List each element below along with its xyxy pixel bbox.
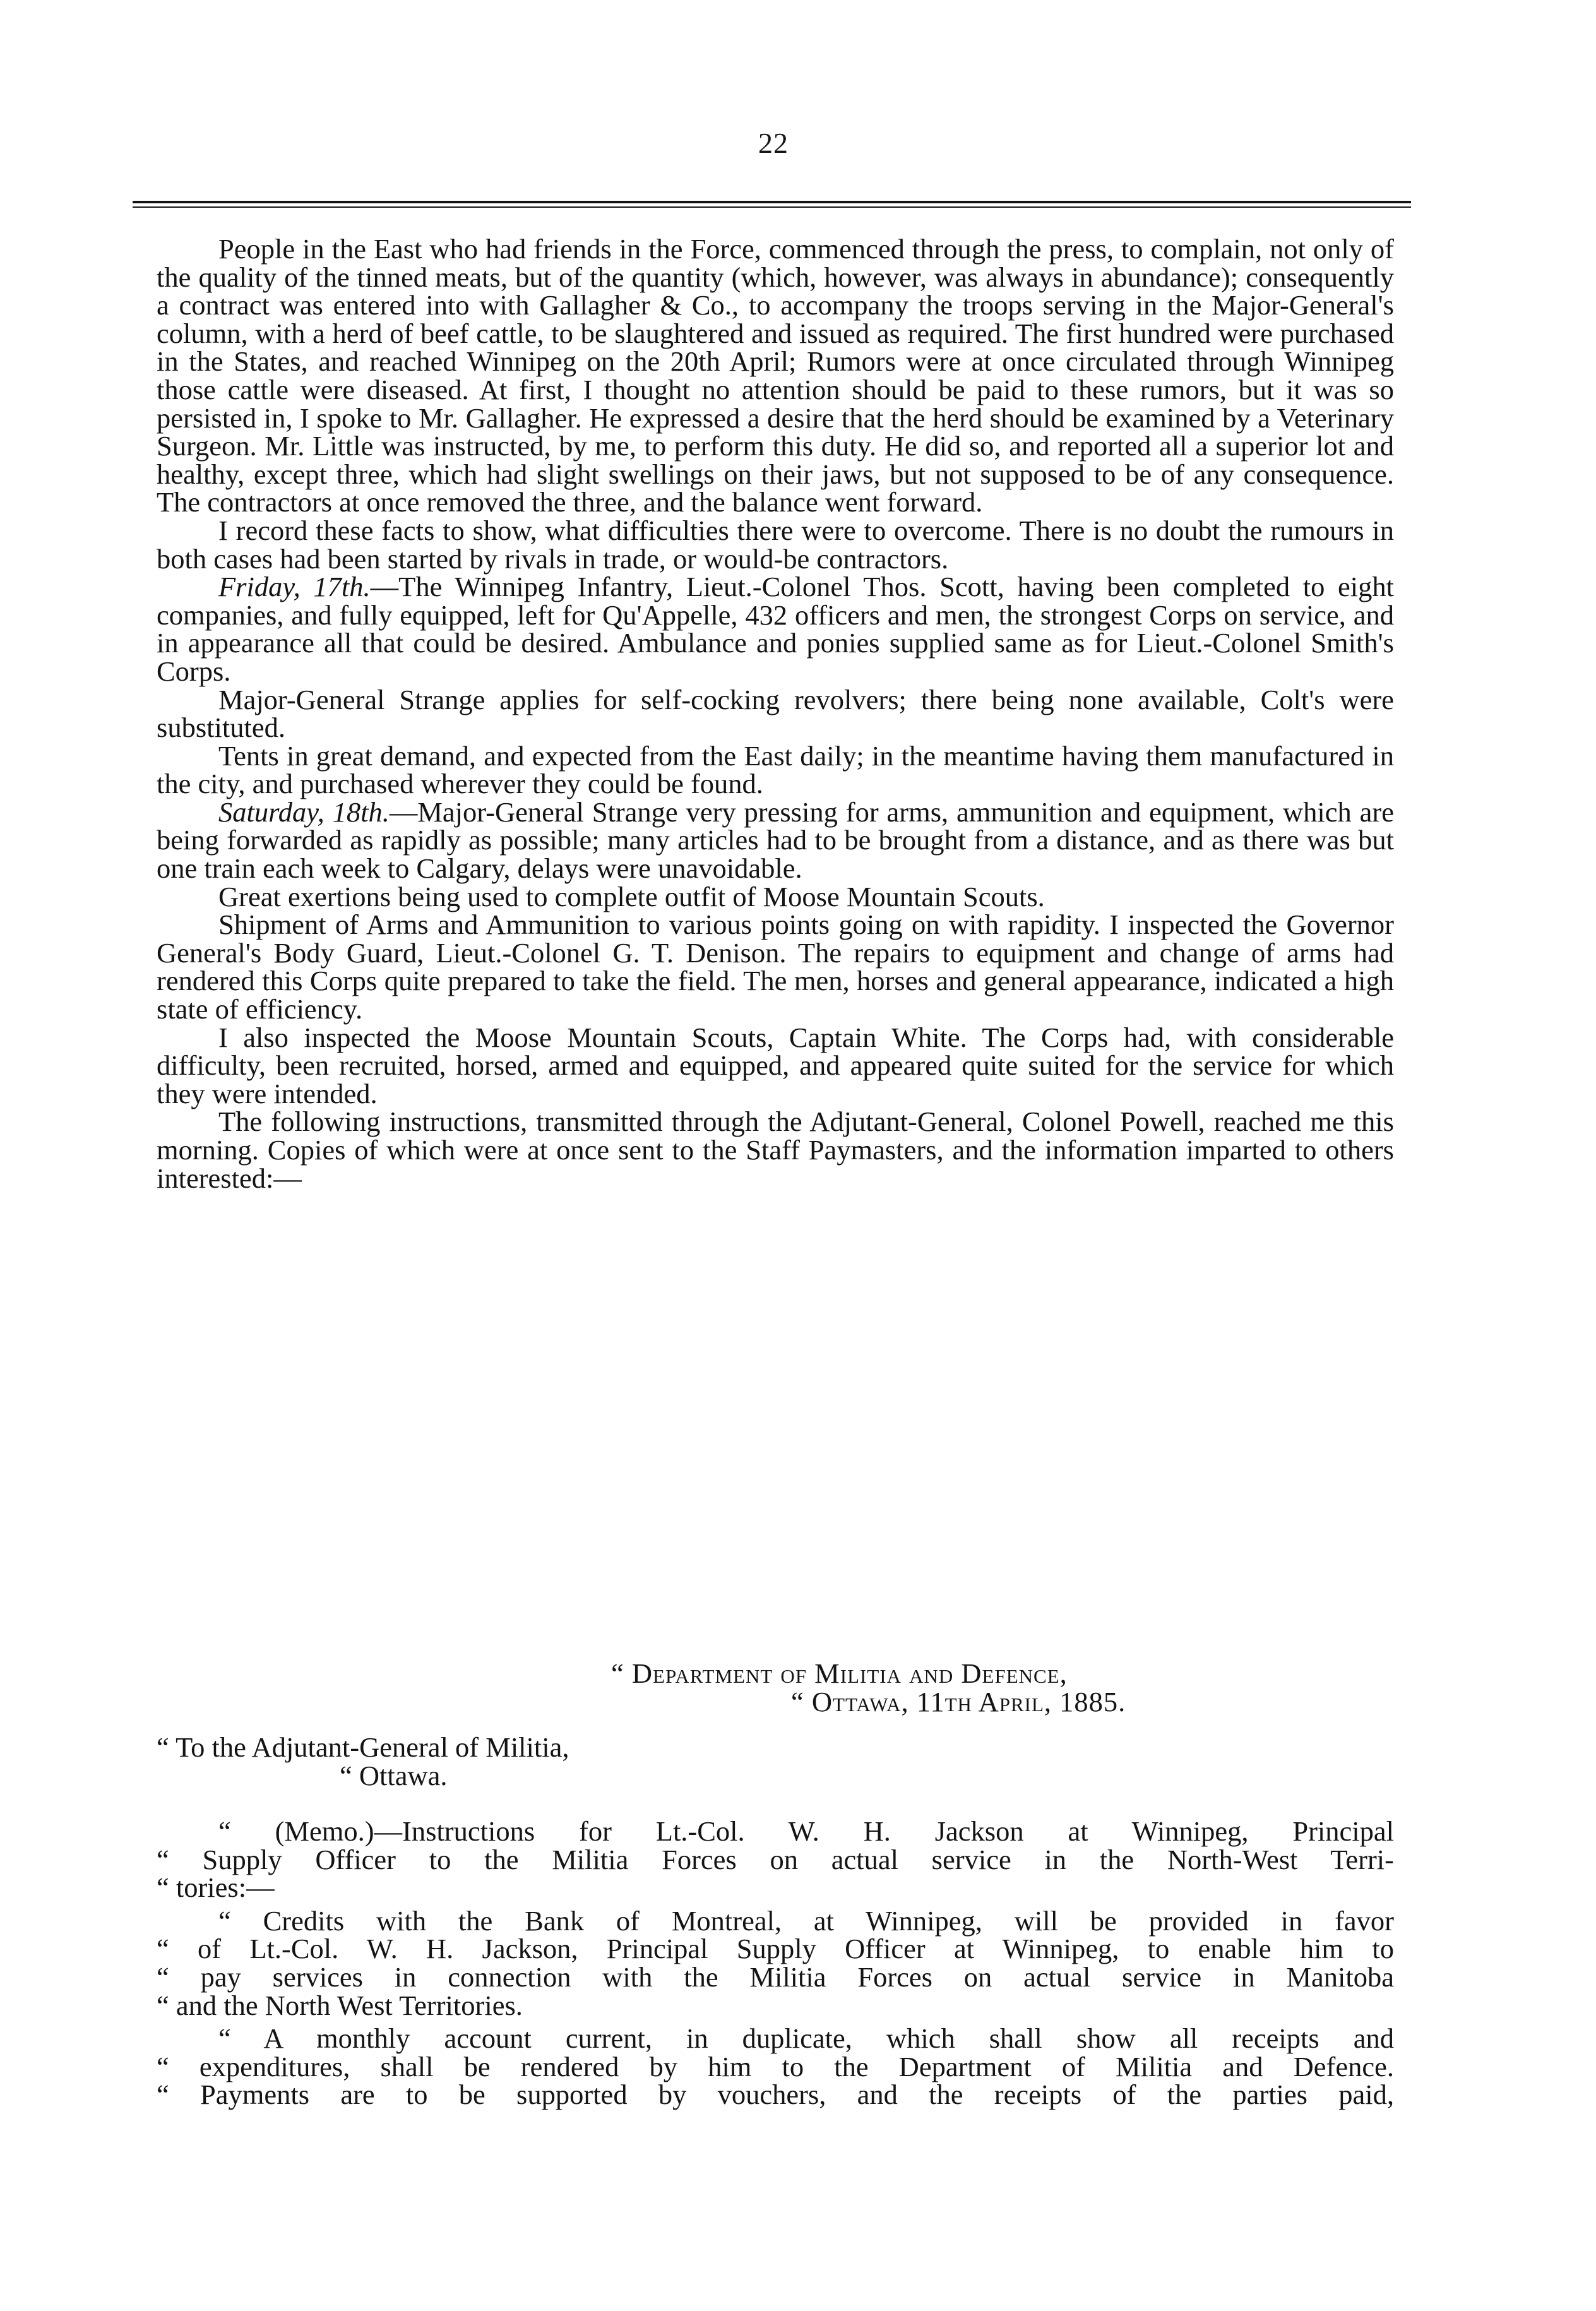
header-rule-thin	[133, 206, 1411, 208]
letter-department	[157, 1659, 1394, 1688]
memo-line: “ Supply Officer to the Militia Forces on actual service in the North-West Terri-	[157, 1843, 1394, 1875]
memo-line: “ of Lt.-Col. W. H. Jackson, Principal Supply Officer at Winnipeg, to enable him to	[157, 1933, 1394, 1965]
page-number: 22	[758, 127, 789, 159]
entry-saturday-date: Saturday, 18th.	[218, 796, 390, 828]
report-body	[157, 235, 1394, 1192]
letter-to-line2: “ Ottawa.	[340, 1759, 448, 1791]
memo-line: “ and the North West Territories.	[157, 1989, 523, 2021]
letter-to-line1: “ To the Adjutant-General of Militia,	[157, 1731, 569, 1763]
letter-address	[157, 1733, 1394, 1789]
memo-line: “ Payments are to be supported by vouchers, and the receipts of the parties paid,	[157, 2079, 1394, 2111]
entry-saturday	[157, 798, 1394, 883]
paragraph-moose-inspection: I also inspected the Moose Mountain Scouts, Captain White. The Corps had, with considerable difficulty, been recruited, horsed, armed and equipped, and appeared quite suited for the service for which they were intended.	[157, 1021, 1394, 1109]
memo-credits	[157, 1904, 1394, 2021]
entry-saturday-text: —Major-General Strange very pressing for arms, ammunition and equipment, which are being forwarded as rapidly as possible; many articles had to be brought from a distance, and as there was but one train each week to Calgary, delays were unavoidable.	[157, 796, 1394, 885]
memo-header	[157, 1817, 1394, 1902]
paragraph-moose-outfit: Great exertions being used to complete outfit of Moose Mountain Scouts.	[218, 880, 1045, 912]
memo-line: “ (Memo.)—Instructions for Lt.-Col. W. H. Jackson at Winnipeg, Principal	[218, 1815, 1394, 1847]
paragraph-tents: Tents in great demand, and expected from the East daily; in the meantime having them manufactured in the city, and purchased wherever they could be found.	[157, 739, 1394, 800]
paragraph-shipment-bodyguard: Shipment of Arms and Ammunition to various points going on with rapidity. I inspected the Governor General's Body Guard, Lieut.-Colonel G. T. Denison. The repairs to equipment and change of arms had rendered this Corps quite prepared to take the field. The men, horses and general appearance, indicated a high state of efficiency.	[157, 909, 1394, 1025]
entry-friday-date: Friday, 17th.	[218, 571, 371, 603]
memo-block	[157, 1817, 1394, 2114]
header-rule-thick	[133, 201, 1411, 203]
letter-department-text: “ Department of Militia and Defence,	[611, 1657, 1068, 1689]
paragraph-instructions-intro: The following instructions, transmitted through the Adjutant-General, Colonel Powell, reached me this morning. Copies of which were at once sent to the Staff Paymasters, and the information imparted to others interested:—	[157, 1106, 1394, 1194]
entry-friday-text: —The Winnipeg Infantry, Lieut.-Colonel Thos. Scott, having been completed to eight companies, and fully equipped, left for Qu'Appelle, 432 officers and men, the strongest Corps on service, and in appearance all that could be desired. Ambulance and ponies supplied same as for Lieut.-Colonel Smith's Corps.	[157, 571, 1394, 687]
paragraph-difficulties: I record these facts to show, what difficulties there were to overcome. There is no doubt the rumours in both cases had been started by rivals in trade, or would-be contractors.	[157, 514, 1394, 575]
paragraph-revolvers: Major-General Strange applies for self-cocking revolvers; there being none available, Colt's were substituted.	[157, 683, 1394, 744]
letter-place-date	[157, 1688, 1394, 1716]
memo-account	[157, 2024, 1394, 2109]
entry-friday	[157, 573, 1394, 685]
paragraph-rumours-cattle: People in the East who had friends in the Force, commenced through the press, to complain, not only of the quality of the tinned meats, but of the quantity (which, however, was always in abundance); consequently a contract was entered into with Gallagher & Co., to accompany the troops serving in the Major-General's column, with a herd of beef cattle, to be slaughtered and issued as required. The first hundred were purchased in the States, and reached Winnipeg on the 20th April; Rumors were at once circulated through Winnipeg those cattle were diseased. At first, I thought no attention should be paid to these rumors, but it was so persisted in, I spoke to Mr. Gallagher. He expressed a desire that the herd should be examined by a Veterinary Surgeon. Mr. Little was instructed, by me, to perform this duty. He did so, and reported all a superior lot and healthy, except three, which had slight swellings on their jaws, but not supposed to be of any consequence. The contractors at once removed the three, and the balance went forward.	[157, 233, 1394, 518]
memo-line: “ A monthly account current, in duplicate, which shall show all receipts and	[218, 2022, 1394, 2055]
letter-place-date-text: “ Ottawa, 11th April, 1885.	[791, 1686, 1126, 1717]
memo-line: “ Credits with the Bank of Montreal, at Winnipeg, will be provided in favor	[218, 1904, 1394, 1937]
memo-line: “ tories:—	[157, 1872, 275, 1904]
memo-line: “ expenditures, shall be rendered by him to the Department of Militia and Defence.	[157, 2050, 1394, 2082]
memo-line: “ pay services in connection with the Militia Forces on actual service in Manitoba	[157, 1961, 1394, 1993]
